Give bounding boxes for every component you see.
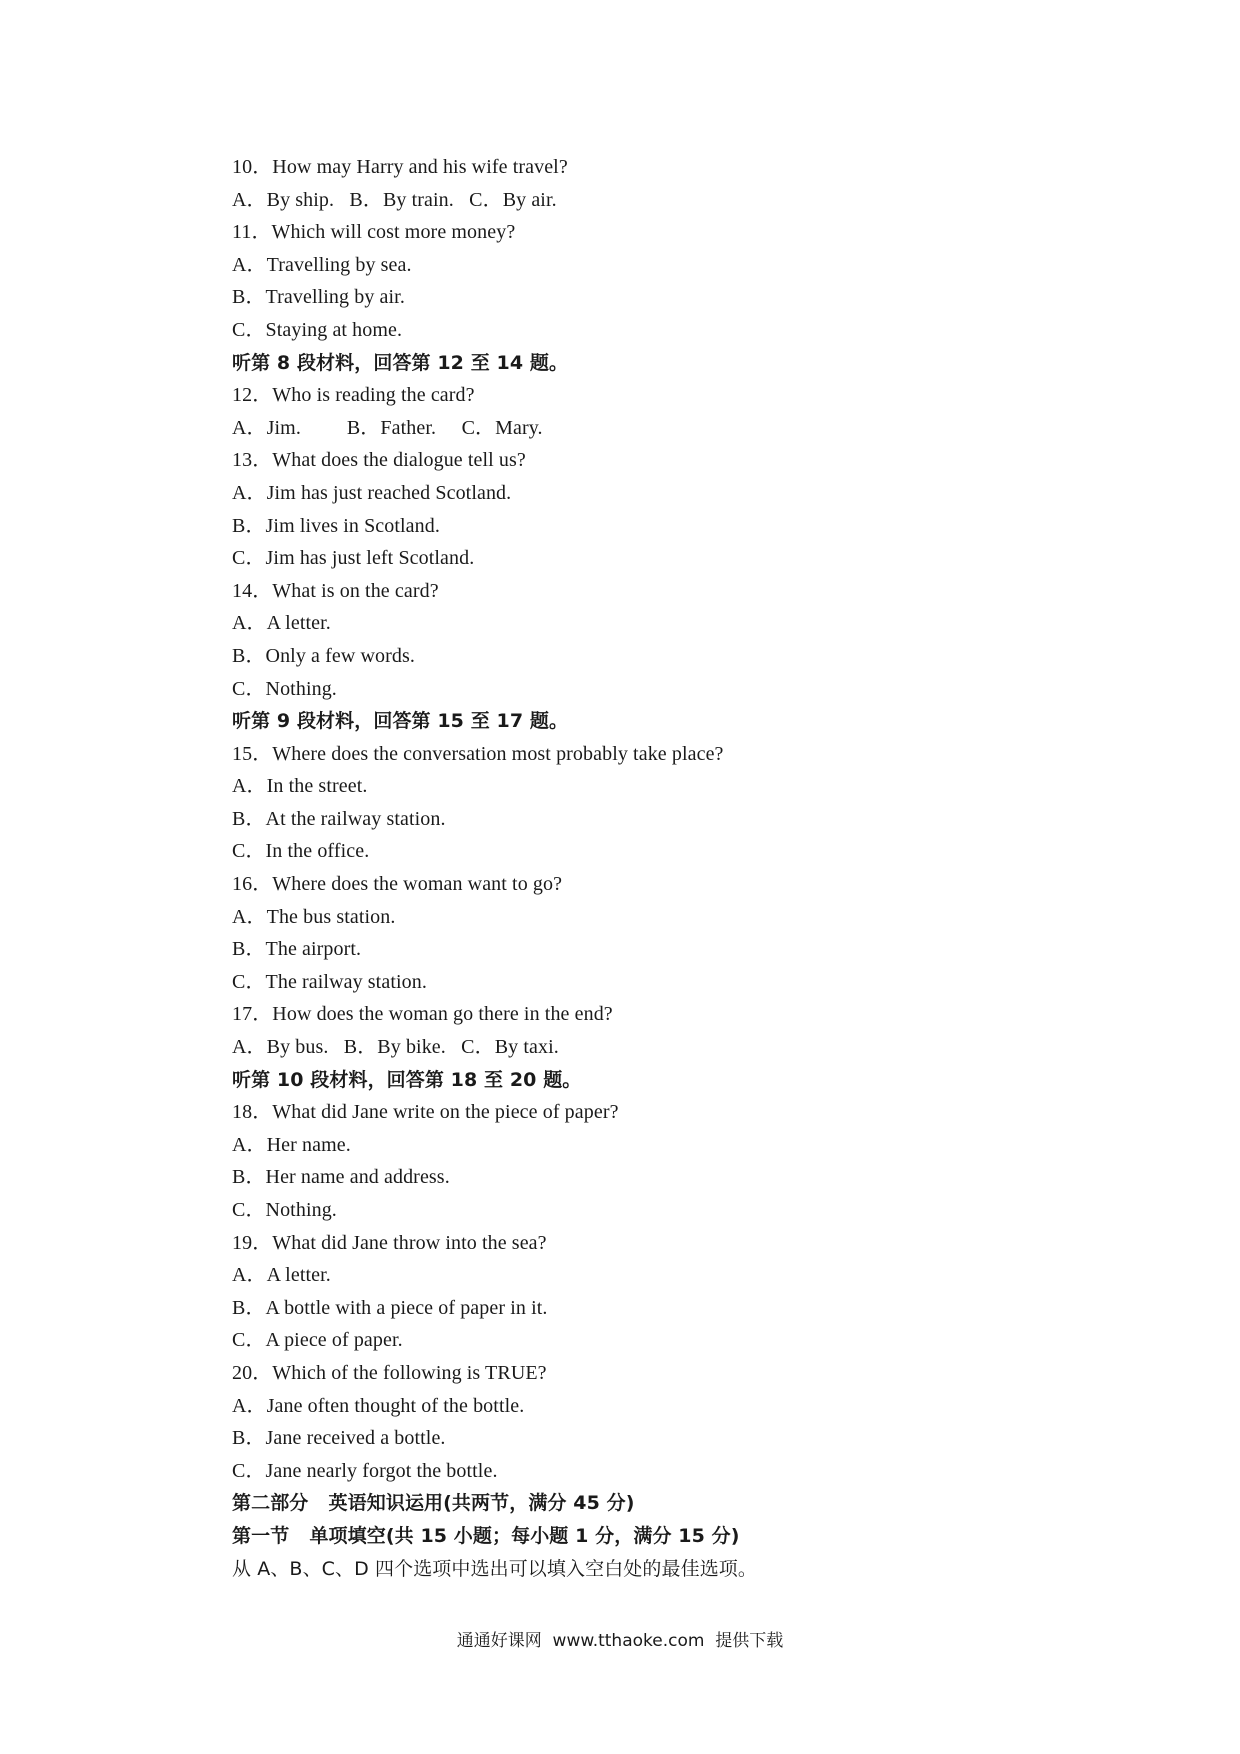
answer-option-line: A．Jane often thought of the bottle. [232, 1394, 525, 1417]
answer-option-line: A．Travelling by sea. [232, 253, 412, 276]
question-line: 14．What is on the card? [232, 579, 439, 602]
question-line: 18．What did Jane write on the piece of paper? [232, 1101, 619, 1124]
answer-option-line: B．A bottle with a piece of paper in it. [232, 1296, 548, 1319]
section-heading: 第二部分 英语知识运用(共两节，满分 45 分) [232, 1492, 635, 1515]
answer-option-line: C．Jim has just left Scotland. [232, 547, 475, 570]
question-line: 19．What did Jane throw into the sea? [232, 1231, 547, 1254]
question-line: 12．Who is reading the card? [232, 384, 475, 407]
answer-option-line: C．A piece of paper. [232, 1329, 403, 1352]
answer-option-line: B．Travelling by air. [232, 286, 405, 309]
answer-option-line: B．Jane received a bottle. [232, 1427, 446, 1450]
answer-option-line: C．In the office. [232, 840, 370, 863]
answer-option-line: A．In the street. [232, 775, 368, 798]
answer-option-line: B．Jim lives in Scotland. [232, 514, 440, 537]
answer-option-line: C．Staying at home. [232, 318, 403, 341]
answer-option-line: A．A letter. [232, 1264, 331, 1287]
answer-option-line: A．By bus. B．By bike. C．By taxi. [232, 1036, 559, 1059]
section-heading: 第一节 单项填空(共 15 小题；每小题 1 分，满分 15 分) [232, 1524, 740, 1547]
question-line: 20．Which of the following is TRUE? [232, 1361, 547, 1384]
answer-option-line: C．Nothing. [232, 677, 337, 700]
answer-option-line: B．Her name and address. [232, 1166, 450, 1189]
answer-option-line: A．Jim has just reached Scotland. [232, 481, 512, 504]
answer-option-line: B．Only a few words. [232, 644, 415, 667]
answer-option-line: B．The airport. [232, 938, 362, 961]
page-footer: 通通好课网 www.tthaoke.com 提供下载 [456, 1631, 784, 1651]
answer-option-line: A．Jim. B．Father. C．Mary. [232, 416, 543, 439]
answer-option-line: A．A letter. [232, 612, 331, 635]
question-line: 10．How may Harry and his wife travel? [232, 156, 568, 178]
answer-option-line: A．By ship. B．By train. C．By air. [232, 188, 557, 211]
answer-option-line: A．The bus station. [232, 905, 396, 928]
question-line: 15．Where does the conversation most probably take place? [232, 742, 724, 765]
question-line: 13．What does the dialogue tell us? [232, 449, 526, 472]
instruction-line: 从 A、B、C、D 四个选项中选出可以填入空白处的最佳选项。 [232, 1557, 758, 1580]
section-heading: 听第 10 段材料，回答第 18 至 20 题。 [232, 1068, 582, 1091]
answer-option-line: A．Her name. [232, 1133, 351, 1156]
question-line: 16．Where does the woman want to go? [232, 873, 563, 896]
question-line: 17．How does the woman go there in the end? [232, 1003, 613, 1026]
section-heading: 听第 9 段材料，回答第 15 至 17 题。 [232, 710, 569, 733]
answer-option-line: C．The railway station. [232, 970, 427, 993]
section-heading: 听第 8 段材料，回答第 12 至 14 题。 [232, 351, 569, 374]
question-line: 11．Which will cost more money? [232, 221, 516, 244]
exam-content [232, 151, 1132, 1585]
answer-option-line: C．Jane nearly forgot the bottle. [232, 1459, 498, 1482]
answer-option-line: C．Nothing. [232, 1199, 337, 1221]
answer-option-line: B．At the railway station. [232, 807, 446, 830]
